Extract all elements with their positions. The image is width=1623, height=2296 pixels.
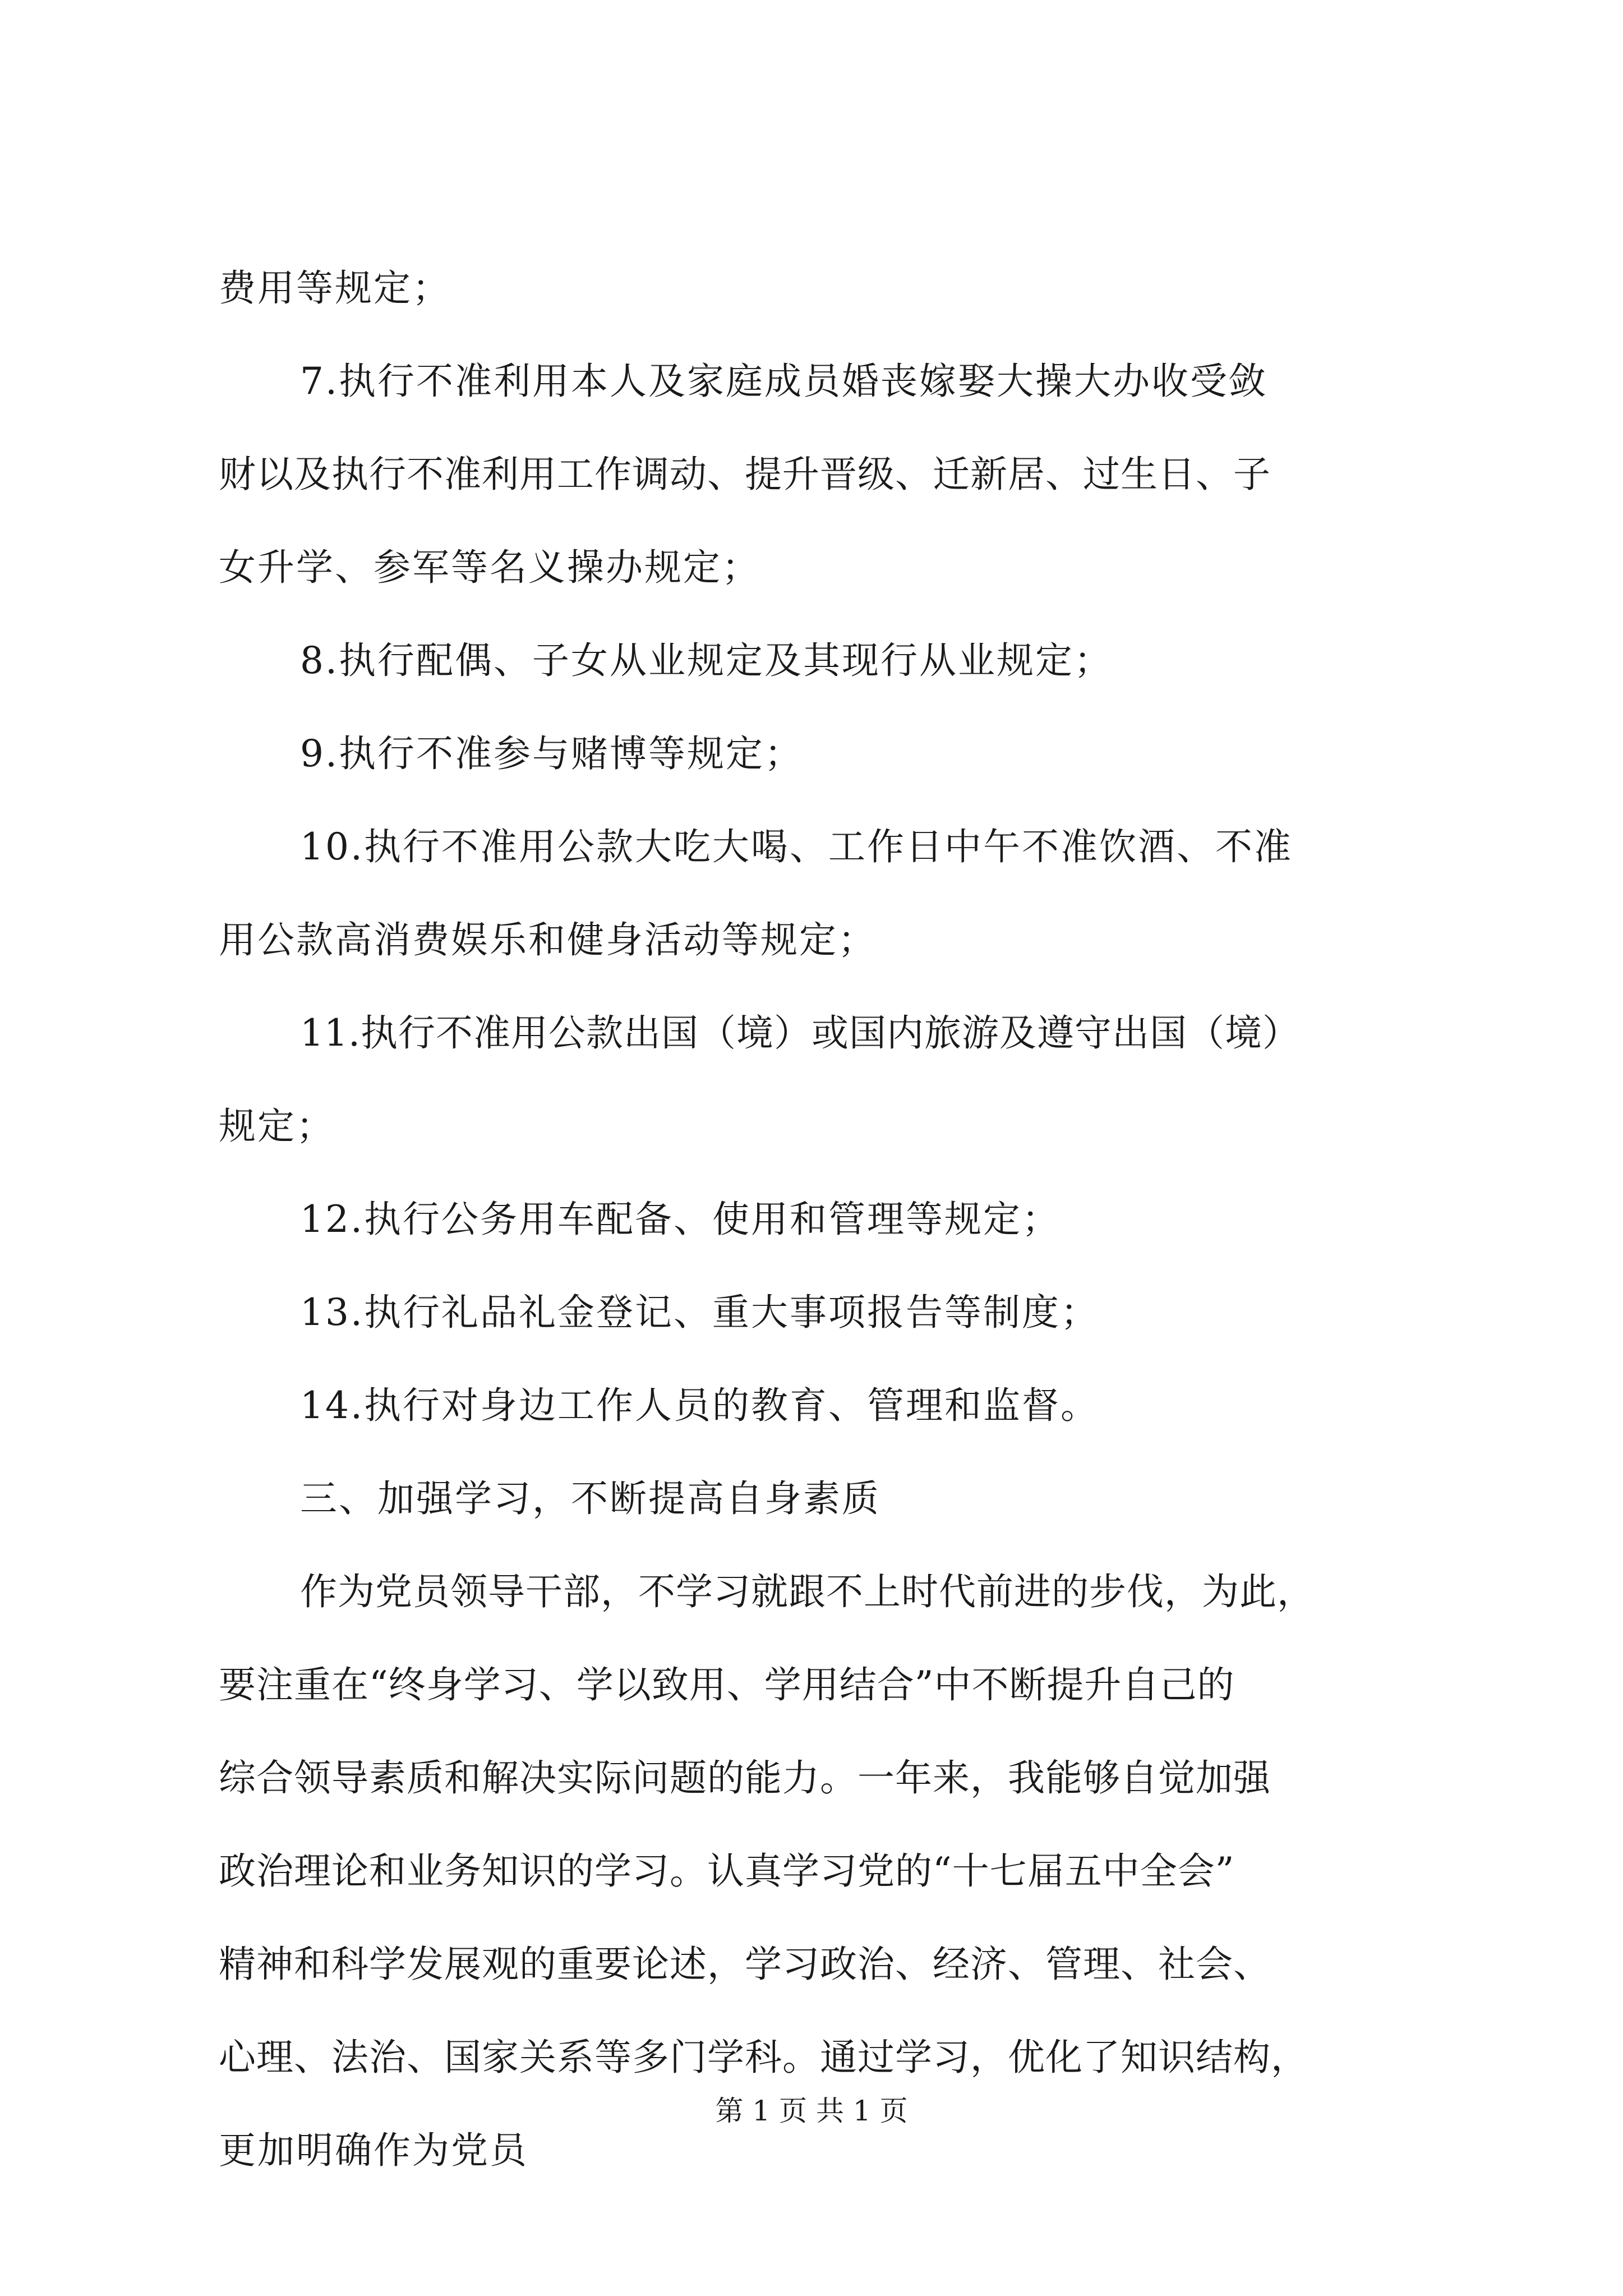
section-heading: 三、加强学习，不断提高自身素质 <box>300 1477 880 1520</box>
text-line: 心理、法治、国家关系等多门学科。通过学习，优化了知识结构， <box>219 2036 1308 2079</box>
text-line: 财以及执行不准利用工作调动、提升晋级、迁新居、过生日、子 <box>219 453 1271 496</box>
text-line: 10.执行不准用公款大吃大喝、工作日中午不准饮酒、不准 <box>300 825 1293 868</box>
text-line: 更加明确作为党员 <box>219 2129 528 2172</box>
text-line: 用公款高消费娱乐和健身活动等规定； <box>219 918 877 961</box>
text-line: 8.执行配偶、子女从业规定及其现行从业规定； <box>300 639 1113 682</box>
text-line: 11.执行不准用公款出国（境）或国内旅游及遵守出国（境） <box>300 1011 1300 1055</box>
text-line: 13.执行礼品礼金登记、重大事项报告等制度； <box>300 1291 1099 1334</box>
text-line: 精神和科学发展观的重要论述，学习政治、经济、管理、社会、 <box>219 1943 1271 1986</box>
text-line: 要注重在“终身学习、学以致用、学用结合”中不断提升自己的 <box>219 1663 1235 1706</box>
text-line: 14.执行对身边工作人员的教育、管理和监督。 <box>300 1384 1099 1427</box>
text-line: 7.执行不准利用本人及家庭成员婚丧嫁娶大操大办收受敛 <box>300 360 1267 403</box>
text-line: 女升学、参军等名义操办规定； <box>219 546 760 589</box>
text-line: 作为党员领导干部，不学习就跟不上时代前进的步伐，为此， <box>300 1570 1315 1613</box>
text-line: 9.执行不准参与赌博等规定； <box>300 732 803 775</box>
text-line: 综合领导素质和解决实际问题的能力。一年来，我能够自觉加强 <box>219 1756 1271 1800</box>
text-line: 政治理论和业务知识的学习。认真学习党的“十七届五中全会” <box>219 1849 1235 1893</box>
document-body <box>219 264 1419 2219</box>
text-line: 规定； <box>219 1105 335 1148</box>
page-footer: 第 1 页 共 1 页 <box>715 2095 908 2127</box>
text-line: 12.执行公务用车配备、使用和管理等规定； <box>300 1198 1061 1241</box>
text-line: 费用等规定； <box>219 266 451 310</box>
